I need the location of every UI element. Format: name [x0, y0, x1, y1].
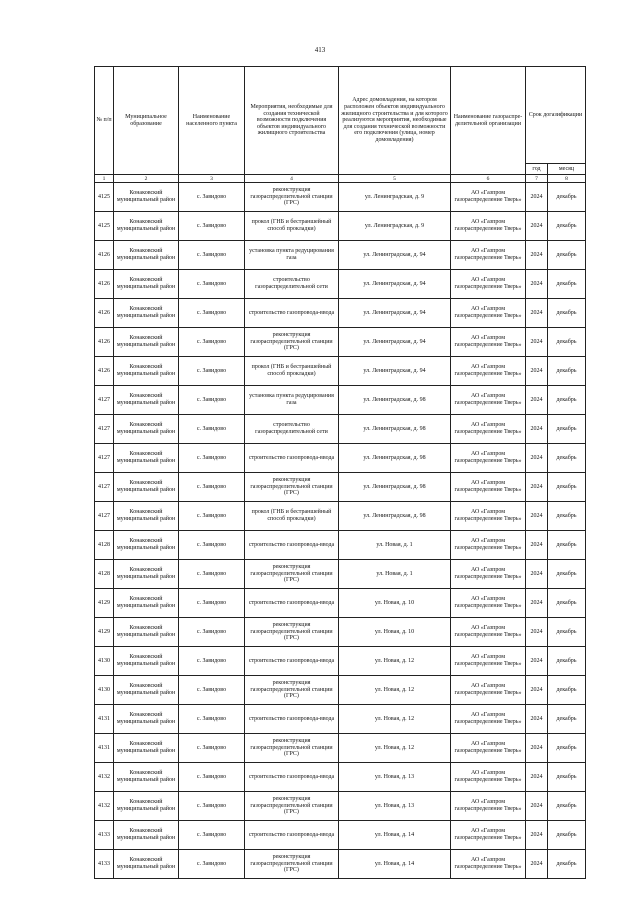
address-cell: ул. Новая, д. 1: [339, 531, 451, 560]
municipality-cell: Конаковский муниципальный район: [114, 792, 179, 821]
year-cell: 2024: [526, 560, 548, 589]
organization-cell: АО «Газпром газораспределение Тверь»: [451, 357, 526, 386]
row-number: 4128: [95, 560, 114, 589]
organization-cell: АО «Газпром газораспределение Тверь»: [451, 212, 526, 241]
organization-cell: АО «Газпром газораспределение Тверь»: [451, 531, 526, 560]
settlement-cell: с. Завидово: [179, 560, 245, 589]
month-cell: декабрь: [548, 560, 586, 589]
table-row: [95, 734, 586, 763]
month-cell: декабрь: [548, 502, 586, 531]
municipality-cell: Конаковский муниципальный район: [114, 299, 179, 328]
header-year: год: [526, 164, 548, 175]
municipality-cell: Конаковский муниципальный район: [114, 444, 179, 473]
organization-cell: АО «Газпром газораспределение Тверь»: [451, 850, 526, 879]
row-number: 4131: [95, 705, 114, 734]
address-cell: ул. Новая, д. 10: [339, 618, 451, 647]
month-cell: декабрь: [548, 212, 586, 241]
measure-cell: реконструкция газораспределительной станции (ГРС): [245, 850, 339, 879]
municipality-cell: Конаковский муниципальный район: [114, 589, 179, 618]
year-cell: 2024: [526, 444, 548, 473]
table-row: [95, 531, 586, 560]
header-deadline: Срок догазификации: [526, 67, 586, 164]
organization-cell: АО «Газпром газораспределение Тверь»: [451, 183, 526, 212]
settlement-cell: с. Завидово: [179, 415, 245, 444]
settlement-cell: с. Завидово: [179, 212, 245, 241]
header-settlement: Наименование населенного пункта: [179, 67, 245, 175]
measure-cell: строительство газопровода-ввода: [245, 763, 339, 792]
year-cell: 2024: [526, 792, 548, 821]
table-row: [95, 560, 586, 589]
month-cell: декабрь: [548, 386, 586, 415]
measure-cell: строительство газопровода-ввода: [245, 444, 339, 473]
month-cell: декабрь: [548, 850, 586, 879]
organization-cell: АО «Газпром газораспределение Тверь»: [451, 444, 526, 473]
row-number: 4127: [95, 502, 114, 531]
address-cell: ул. Новая, д. 14: [339, 821, 451, 850]
year-cell: 2024: [526, 241, 548, 270]
header-row: [95, 67, 586, 164]
table-row: [95, 792, 586, 821]
address-cell: ул. Ленинградская, д. 98: [339, 444, 451, 473]
address-cell: ул. Ленинградская, д. 94: [339, 241, 451, 270]
settlement-cell: с. Завидово: [179, 328, 245, 357]
organization-cell: АО «Газпром газораспределение Тверь»: [451, 676, 526, 705]
table-row: [95, 705, 586, 734]
row-number: 4126: [95, 241, 114, 270]
column-number-row: [95, 175, 586, 183]
year-cell: 2024: [526, 415, 548, 444]
organization-cell: АО «Газпром газораспределение Тверь»: [451, 473, 526, 502]
organization-cell: АО «Газпром газораспределение Тверь»: [451, 705, 526, 734]
address-cell: ул. Новая, д. 14: [339, 850, 451, 879]
address-cell: ул. Ленинградская, д. 9: [339, 212, 451, 241]
measure-cell: строительство газораспределительной сети: [245, 270, 339, 299]
month-cell: декабрь: [548, 183, 586, 212]
header-month: месяц: [548, 164, 586, 175]
month-cell: декабрь: [548, 589, 586, 618]
month-cell: декабрь: [548, 821, 586, 850]
address-cell: ул. Новая, д. 13: [339, 792, 451, 821]
row-number: 4132: [95, 763, 114, 792]
municipality-cell: Конаковский муниципальный район: [114, 647, 179, 676]
organization-cell: АО «Газпром газораспределение Тверь»: [451, 589, 526, 618]
measure-cell: реконструкция газораспределительной станции (ГРС): [245, 676, 339, 705]
month-cell: декабрь: [548, 792, 586, 821]
address-cell: ул. Ленинградская, д. 98: [339, 386, 451, 415]
column-number: 5: [339, 175, 451, 183]
measure-cell: строительство газопровода-ввода: [245, 531, 339, 560]
organization-cell: АО «Газпром газораспределение Тверь»: [451, 386, 526, 415]
row-number: 4127: [95, 386, 114, 415]
measure-cell: строительство газопровода-ввода: [245, 647, 339, 676]
table-row: [95, 676, 586, 705]
year-cell: 2024: [526, 647, 548, 676]
municipality-cell: Конаковский муниципальный район: [114, 415, 179, 444]
address-cell: ул. Новая, д. 13: [339, 763, 451, 792]
measure-cell: строительство газораспределительной сети: [245, 415, 339, 444]
month-cell: декабрь: [548, 763, 586, 792]
measure-cell: реконструкция газораспределительной станции (ГРС): [245, 560, 339, 589]
year-cell: 2024: [526, 850, 548, 879]
row-number: 4125: [95, 183, 114, 212]
month-cell: декабрь: [548, 618, 586, 647]
measure-cell: прокол (ГНБ и бестраншейный способ прокладки): [245, 357, 339, 386]
address-cell: ул. Новая, д. 10: [339, 589, 451, 618]
address-cell: ул. Ленинградская, д. 94: [339, 357, 451, 386]
month-cell: декабрь: [548, 705, 586, 734]
municipality-cell: Конаковский муниципальный район: [114, 676, 179, 705]
year-cell: 2024: [526, 705, 548, 734]
address-cell: ул. Ленинградская, д. 98: [339, 415, 451, 444]
table-row: [95, 241, 586, 270]
municipality-cell: Конаковский муниципальный район: [114, 850, 179, 879]
row-number: 4127: [95, 415, 114, 444]
table-row: [95, 183, 586, 212]
header-measures: Мероприятия, необходимые для создания технической возможности подключения объектов индивидуального жилищного строительства: [245, 67, 339, 175]
table-row: [95, 618, 586, 647]
month-cell: декабрь: [548, 357, 586, 386]
measure-cell: реконструкция газораспределительной станции (ГРС): [245, 734, 339, 763]
year-cell: 2024: [526, 821, 548, 850]
header-num: № п/п: [95, 67, 114, 175]
table-row: [95, 357, 586, 386]
row-number: 4126: [95, 328, 114, 357]
settlement-cell: с. Завидово: [179, 618, 245, 647]
measure-cell: строительство газопровода-ввода: [245, 705, 339, 734]
year-cell: 2024: [526, 386, 548, 415]
row-number: 4130: [95, 676, 114, 705]
address-cell: ул. Новая, д. 1: [339, 560, 451, 589]
municipality-cell: Конаковский муниципальный район: [114, 821, 179, 850]
header-org: Наименование газораспре-делительной организации: [451, 67, 526, 175]
row-number: 4126: [95, 270, 114, 299]
year-cell: 2024: [526, 357, 548, 386]
table-row: [95, 821, 586, 850]
settlement-cell: с. Завидово: [179, 647, 245, 676]
settlement-cell: с. Завидово: [179, 850, 245, 879]
settlement-cell: с. Завидово: [179, 241, 245, 270]
row-number: 4132: [95, 792, 114, 821]
month-cell: декабрь: [548, 328, 586, 357]
table-body: [95, 183, 586, 879]
measure-cell: установка пункта редуцирования газа: [245, 241, 339, 270]
month-cell: декабрь: [548, 473, 586, 502]
settlement-cell: с. Завидово: [179, 270, 245, 299]
row-number: 4128: [95, 531, 114, 560]
measure-cell: реконструкция газораспределительной станции (ГРС): [245, 618, 339, 647]
year-cell: 2024: [526, 589, 548, 618]
month-cell: декабрь: [548, 734, 586, 763]
row-number: 4133: [95, 821, 114, 850]
month-cell: декабрь: [548, 676, 586, 705]
organization-cell: АО «Газпром газораспределение Тверь»: [451, 415, 526, 444]
municipality-cell: Конаковский муниципальный район: [114, 705, 179, 734]
settlement-cell: с. Завидово: [179, 357, 245, 386]
address-cell: ул. Ленинградская, д. 98: [339, 502, 451, 531]
organization-cell: АО «Газпром газораспределение Тверь»: [451, 792, 526, 821]
measure-cell: строительство газопровода-ввода: [245, 299, 339, 328]
month-cell: декабрь: [548, 531, 586, 560]
row-number: 4127: [95, 444, 114, 473]
column-number: 3: [179, 175, 245, 183]
row-number: 4130: [95, 647, 114, 676]
header-address: Адрес домовладения, на котором расположен объектов индивидуального жилищного строительства и для которого реализуются мероприятия, необходимые для создания технической возможности его подключения (улица, номер домовладения): [339, 67, 451, 175]
month-cell: декабрь: [548, 647, 586, 676]
organization-cell: АО «Газпром газораспределение Тверь»: [451, 270, 526, 299]
measure-cell: строительство газопровода-ввода: [245, 589, 339, 618]
settlement-cell: с. Завидово: [179, 183, 245, 212]
table-row: [95, 212, 586, 241]
organization-cell: АО «Газпром газораспределение Тверь»: [451, 328, 526, 357]
measure-cell: реконструкция газораспределительной станции (ГРС): [245, 183, 339, 212]
header-municipality: Муниципальное образование: [114, 67, 179, 175]
year-cell: 2024: [526, 763, 548, 792]
settlement-cell: с. Завидово: [179, 763, 245, 792]
column-number: 1: [95, 175, 114, 183]
table-row: [95, 299, 586, 328]
table-row: [95, 270, 586, 299]
municipality-cell: Конаковский муниципальный район: [114, 531, 179, 560]
year-cell: 2024: [526, 212, 548, 241]
municipality-cell: Конаковский муниципальный район: [114, 473, 179, 502]
settlement-cell: с. Завидово: [179, 589, 245, 618]
measure-cell: реконструкция газораспределительной станции (ГРС): [245, 328, 339, 357]
settlement-cell: с. Завидово: [179, 705, 245, 734]
measure-cell: прокол (ГНБ и бестраншейный способ прокладки): [245, 212, 339, 241]
row-number: 4131: [95, 734, 114, 763]
municipality-cell: Конаковский муниципальный район: [114, 183, 179, 212]
settlement-cell: с. Завидово: [179, 473, 245, 502]
address-cell: ул. Новая, д. 12: [339, 705, 451, 734]
year-cell: 2024: [526, 270, 548, 299]
column-number: 6: [451, 175, 526, 183]
month-cell: декабрь: [548, 270, 586, 299]
address-cell: ул. Ленинградская, д. 94: [339, 270, 451, 299]
address-cell: ул. Ленинградская, д. 94: [339, 328, 451, 357]
municipality-cell: Конаковский муниципальный район: [114, 241, 179, 270]
settlement-cell: с. Завидово: [179, 676, 245, 705]
table-row: [95, 589, 586, 618]
organization-cell: АО «Газпром газораспределение Тверь»: [451, 821, 526, 850]
measure-cell: установка пункта редуцирования газа: [245, 386, 339, 415]
municipality-cell: Конаковский муниципальный район: [114, 734, 179, 763]
address-cell: ул. Ленинградская, д. 9: [339, 183, 451, 212]
municipality-cell: Конаковский муниципальный район: [114, 386, 179, 415]
row-number: 4129: [95, 589, 114, 618]
municipality-cell: Конаковский муниципальный район: [114, 502, 179, 531]
page-number: 413: [314, 46, 326, 54]
organization-cell: АО «Газпром газораспределение Тверь»: [451, 299, 526, 328]
settlement-cell: с. Завидово: [179, 444, 245, 473]
month-cell: декабрь: [548, 241, 586, 270]
year-cell: 2024: [526, 618, 548, 647]
settlement-cell: с. Завидово: [179, 792, 245, 821]
table-row: [95, 763, 586, 792]
table-row: [95, 328, 586, 357]
address-cell: ул. Ленинградская, д. 94: [339, 299, 451, 328]
municipality-cell: Конаковский муниципальный район: [114, 270, 179, 299]
measure-cell: реконструкция газораспределительной станции (ГРС): [245, 792, 339, 821]
row-number: 4125: [95, 212, 114, 241]
municipality-cell: Конаковский муниципальный район: [114, 763, 179, 792]
address-cell: ул. Ленинградская, д. 98: [339, 473, 451, 502]
table-row: [95, 647, 586, 676]
month-cell: декабрь: [548, 299, 586, 328]
table-row: [95, 386, 586, 415]
municipality-cell: Конаковский муниципальный район: [114, 560, 179, 589]
measure-cell: реконструкция газораспределительной станции (ГРС): [245, 473, 339, 502]
year-cell: 2024: [526, 734, 548, 763]
year-cell: 2024: [526, 531, 548, 560]
settlement-cell: с. Завидово: [179, 502, 245, 531]
column-number: 2: [114, 175, 179, 183]
year-cell: 2024: [526, 328, 548, 357]
organization-cell: АО «Газпром газораспределение Тверь»: [451, 734, 526, 763]
column-number: 4: [245, 175, 339, 183]
municipality-cell: Конаковский муниципальный район: [114, 328, 179, 357]
address-cell: ул. Новая, д. 12: [339, 734, 451, 763]
table-row: [95, 415, 586, 444]
settlement-cell: с. Завидово: [179, 821, 245, 850]
gasification-table: [94, 66, 586, 879]
settlement-cell: с. Завидово: [179, 734, 245, 763]
row-number: 4133: [95, 850, 114, 879]
organization-cell: АО «Газпром газораспределение Тверь»: [451, 241, 526, 270]
year-cell: 2024: [526, 676, 548, 705]
table-row: [95, 502, 586, 531]
table-row: [95, 444, 586, 473]
year-cell: 2024: [526, 299, 548, 328]
year-cell: 2024: [526, 502, 548, 531]
organization-cell: АО «Газпром газораспределение Тверь»: [451, 560, 526, 589]
month-cell: декабрь: [548, 444, 586, 473]
measure-cell: прокол (ГНБ и бестраншейный способ прокладки): [245, 502, 339, 531]
municipality-cell: Конаковский муниципальный район: [114, 618, 179, 647]
column-number: 7: [526, 175, 548, 183]
organization-cell: АО «Газпром газораспределение Тверь»: [451, 502, 526, 531]
year-cell: 2024: [526, 183, 548, 212]
municipality-cell: Конаковский муниципальный район: [114, 357, 179, 386]
row-number: 4126: [95, 299, 114, 328]
row-number: 4126: [95, 357, 114, 386]
year-cell: 2024: [526, 473, 548, 502]
organization-cell: АО «Газпром газораспределение Тверь»: [451, 763, 526, 792]
row-number: 4129: [95, 618, 114, 647]
settlement-cell: с. Завидово: [179, 299, 245, 328]
table-row: [95, 473, 586, 502]
address-cell: ул. Новая, д. 12: [339, 676, 451, 705]
organization-cell: АО «Газпром газораспределение Тверь»: [451, 647, 526, 676]
address-cell: ул. Новая, д. 12: [339, 647, 451, 676]
measure-cell: строительство газопровода-ввода: [245, 821, 339, 850]
table-row: [95, 850, 586, 879]
column-number: 8: [548, 175, 586, 183]
row-number: 4127: [95, 473, 114, 502]
settlement-cell: с. Завидово: [179, 386, 245, 415]
month-cell: декабрь: [548, 415, 586, 444]
municipality-cell: Конаковский муниципальный район: [114, 212, 179, 241]
organization-cell: АО «Газпром газораспределение Тверь»: [451, 618, 526, 647]
settlement-cell: с. Завидово: [179, 531, 245, 560]
